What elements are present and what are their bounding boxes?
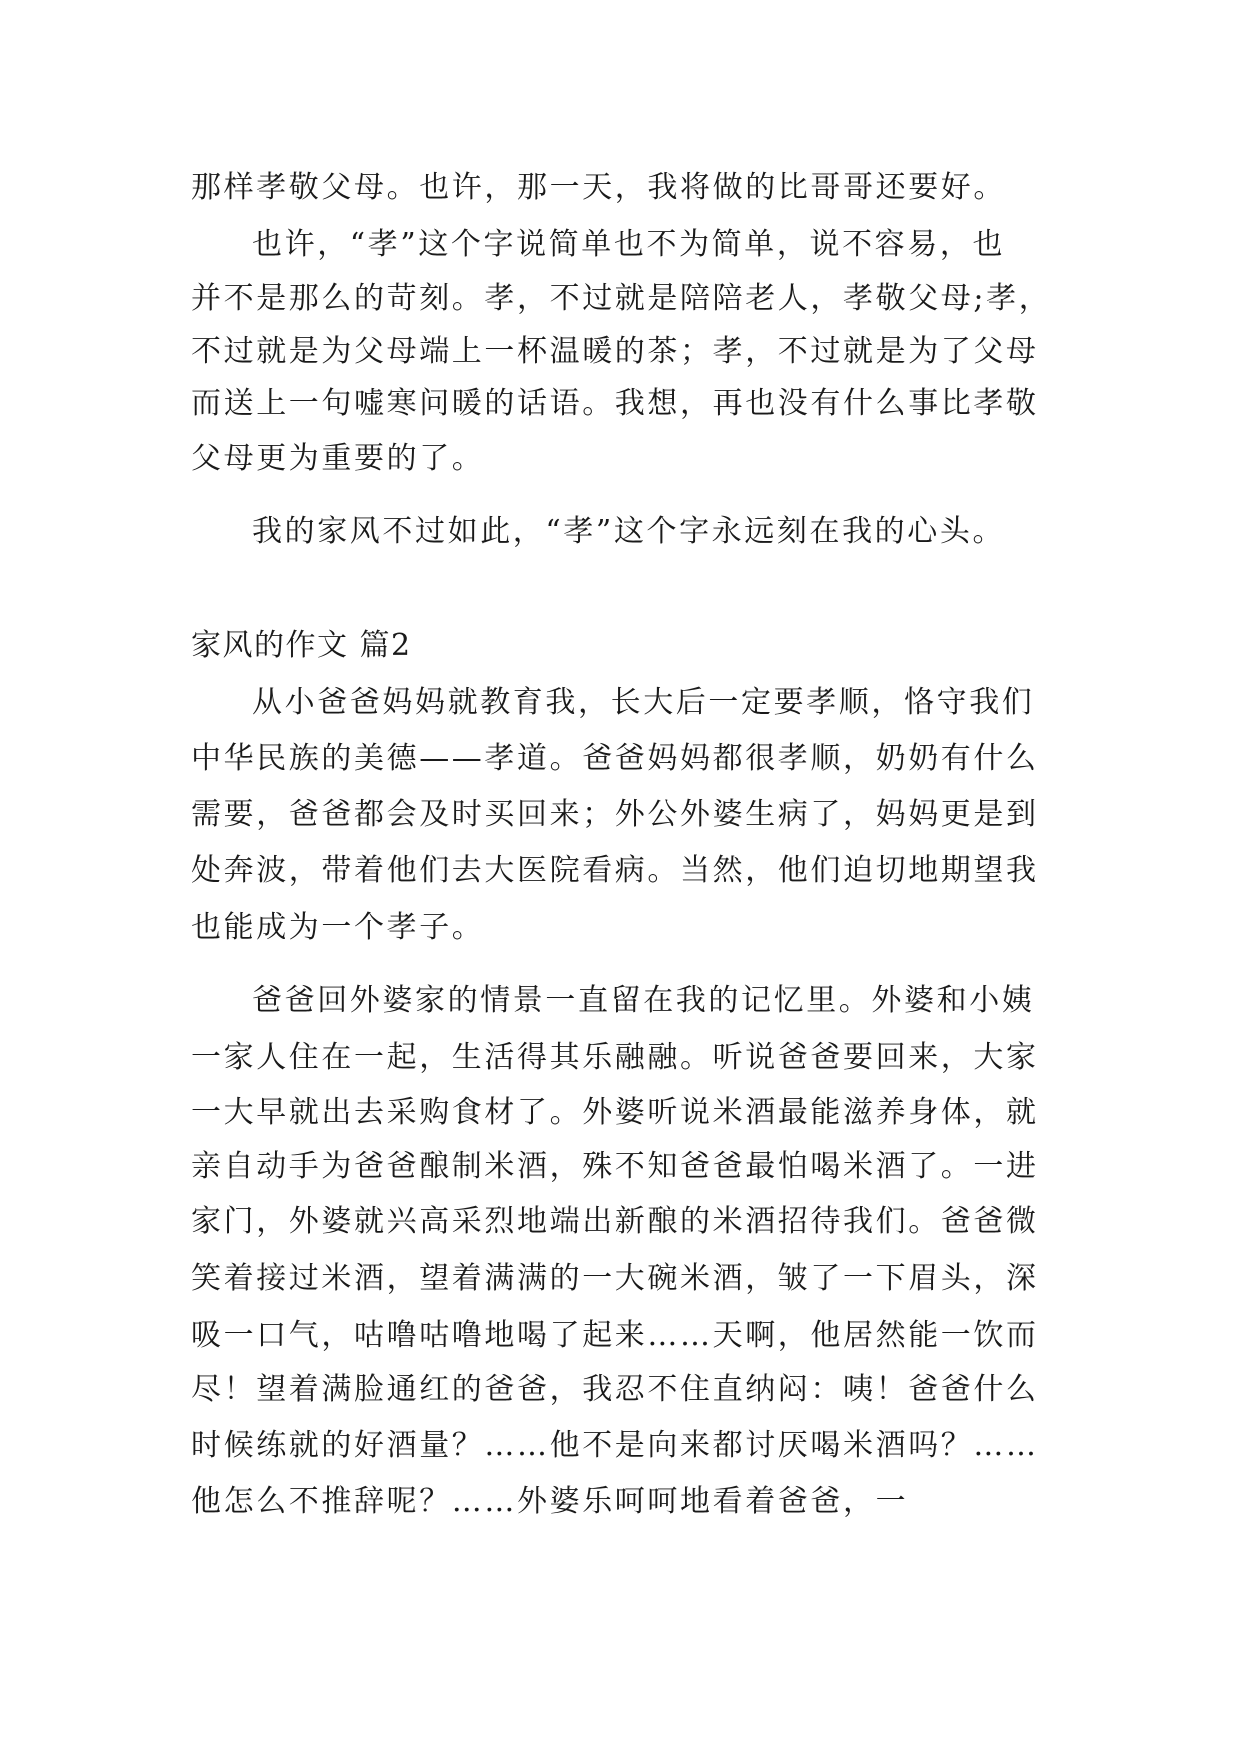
text-line: 一家人住在一起，生活得其乐融融。听说爸爸要回来，大家: [191, 1040, 1039, 1075]
text-line: 那样孝敬父母。也许，那一天，我将做的比哥哥还要好。: [191, 170, 1006, 205]
text-line: 一大早就出去采购食材了。外婆听说米酒最能滋养身体，就: [191, 1095, 1039, 1130]
text-line: 处奔波，带着他们去大医院看病。当然，他们迫切地期望我: [191, 853, 1039, 888]
text-line: 父母更为重要的了。: [191, 441, 485, 476]
text-line: 也能成为一个孝子。: [191, 910, 485, 945]
text-line: 中华民族的美德——孝道。爸爸妈妈都很孝顺，奶奶有什么: [191, 741, 1039, 776]
text-line: 笑着接过米酒，望着满满的一大碗米酒，皱了一下眉头，深: [191, 1261, 1039, 1296]
text-line: 家门，外婆就兴高采烈地端出新酿的米酒招待我们。爸爸微: [191, 1204, 1039, 1239]
text-line: 需要，爸爸都会及时买回来；外公外婆生病了，妈妈更是到: [191, 797, 1039, 832]
section-heading: 家风的作文 篇2: [191, 628, 412, 663]
text-line: 时候练就的好酒量？……他不是向来都讨厌喝米酒吗？……: [191, 1428, 1039, 1463]
paragraph-first-line: 我的家风不过如此，“孝”这个字永远刻在我的心头。: [252, 514, 1006, 549]
paragraph-first-line: 也许，“孝”这个字说简单也不为简单，说不容易，也: [252, 227, 1006, 262]
text-line: 尽！望着满脸通红的爸爸，我忍不住直纳闷：咦！爸爸什么: [191, 1372, 1039, 1407]
paragraph-first-line: 从小爸爸妈妈就教育我，长大后一定要孝顺，恪守我们: [252, 685, 1035, 720]
text-line: 并不是那么的苛刻。孝，不过就是陪陪老人，孝敬父母;孝，: [191, 281, 1052, 316]
text-line: 不过就是为父母端上一杯温暖的茶；孝，不过就是为了父母: [191, 334, 1039, 369]
text-line: 亲自动手为爸爸酿制米酒，殊不知爸爸最怕喝米酒了。一进: [191, 1149, 1039, 1184]
text-line: 吸一口气，咕噜咕噜地喝了起来……天啊，他居然能一饮而: [191, 1318, 1039, 1353]
paragraph-first-line: 爸爸回外婆家的情景一直留在我的记忆里。外婆和小姨: [252, 983, 1035, 1018]
text-line: 他怎么不推辞呢？……外婆乐呵呵地看着爸爸，一: [191, 1484, 909, 1519]
text-line: 而送上一句嘘寒问暖的话语。我想，再也没有什么事比孝敬: [191, 386, 1039, 421]
